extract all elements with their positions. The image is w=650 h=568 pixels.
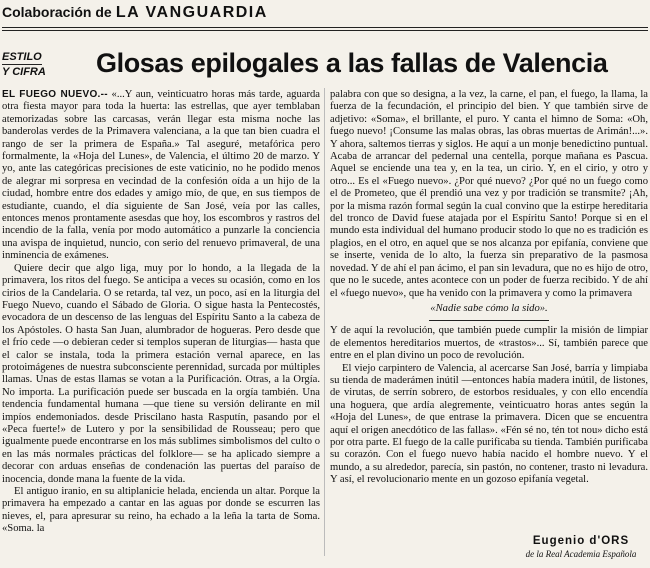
section-label-line1: ESTILO xyxy=(2,51,42,63)
author-affiliation: de la Real Academia Española xyxy=(525,549,637,559)
masthead xyxy=(2,4,648,28)
paragraph: Quiere decir que algo liga, muy por lo hondo, a la llegada de la primavera, los ritos del fuego. Se anticipa a veces su ocasión, como en los cirios de la Candelaria. O se retarda, tal vez, un poco, así en la liturgia del Fuego Nuevo, cuando el Sábado de Gloria. O sigue hasta la Pentecostés, evocadora de un descenso de las lenguas del Espíritu Santo a la cabeza de los Apóstoles. O hasta San Juan, alumbrador de hogueras. Pero desde que el frío cede —o debieran ceder si templos superan de liturgias— hasta que el calor se instala, toda la primera estación vernal aparece, en las protoimágenes de nuestra subconsciente perennidad, surcada por múltiples llamas. Unas de estas llamas se votan a la Purificación. Otras, a la Orgía. No importa. La purificación puede ser buscada en la orgía también. Una tendencia fundamental humana —que tiene su versión delirante en mil impíos endemoniados. desde Priscilano hasta Rasputín, pasando por el «Peca fuerte!» de Lutero y por la sensibilidad de Rousseau; pero que igualmente puede encontrarse en los más sublimes simbolismos del culto o en las más normales prácticas del folklore— se ha aplicado siempre a decorar con arduas enseñas de condenación las puertas del paraíso de inocencia, donde mana la fuente de la vida. xyxy=(2,262,320,485)
paragraph: palabra con que so designa, a la vez, la carne, el pan, el fuego, la llama, la fuerza de la fecundación, el principio del bien. Y que también sirve de adjetivo: «Soma», el brillante, el puro. Y canta el himno de Soma: «Oh, fuego nuevo! ¡Consume las malas obras, las obras muertas de Arimán!...». Y ahora, saltemos tierras y siglos. He aquí a un monje benedictino puntual. Acaba de arrancar del pedernal una centella, porque mañana es Pascua. Aquel se enciende una tea y, en la tea, un cirio. Y, en el cirio, y otro y otro... Es el «Fuego nuevo». ¿Por qué nuevo? ¿Por qué no un fuego como el de Prometeo, que él prendió una vez y por tradición se transmite? ¡Ah, por la misma razón formal según la cual convino que la estirpe hereditaria del tronco de David fuese atajada por el Espíritu Santo! Porque si en el mundo esta individual del humano producir stodo lo que no es tradición es plagios, en el otro, en aquel que se nos alcanza por epifanía, conviene que se inserte, venida de lo alto, la fuerza sin preparativo de la pasmosa novedad. Y de ahí el pan ácimo, el pan sin levadura, que no es hijo de otro, que no le sucede, antes acontece con un poder de fuerza recibido. Y de ahí el «fuego nuevo», que ha venido con la primavera y como la primavera xyxy=(330,89,648,299)
masthead-collab: Colaboración de xyxy=(2,4,112,20)
column-separator xyxy=(324,88,325,556)
paragraph: EL FUEGO NUEVO.-- «...Y aun, veinticuatro horas más tarde, aguarda otra fiesta mayor para toda la huerta: las estrellas, que ayer temblaban atemorizadas sobre las carcasas, verán llegar esta misma noche las banderolas verdes de la Primavera valenciana, a la que tan bien cuadra el rango de ser la primera de España.» Tal aseguré, metafórica pero formalmente, la «Hoja del Lunes», de Valencia, el último 20 de marzo. Y yo, ante las categóricas precisiones de este vaticinio, no he podido menos de alegrar mi sorpresa en vecindad de la confesión oída a un hijo de la ciudad, hombre entre dos edades y amigo mío, de que, en sus tiempos de estudiante, cuando, el día siguiente de San José, veía por las calles, entonces menos prontamente asesdas que hoy, los escombros y rastros del incendio de la falla, venía por modo automático a punzarle la conciencia una avispa de inquietud, nuncio, con serio del renuevo primaveral, de una inminencia de exámenes. xyxy=(2,89,321,262)
author-signature xyxy=(516,535,646,561)
section-label-line2: Y CIFRA xyxy=(2,66,46,78)
section-label xyxy=(2,50,60,79)
author-name: Eugenio d'ORS xyxy=(532,535,630,547)
right-column xyxy=(330,89,648,487)
lead-in: EL FUEGO NUEVO.-- xyxy=(2,89,108,100)
article-title: Glosas epilogales a las fallas de Valencia xyxy=(96,48,608,78)
masthead-paper: LA VANGUARDIA xyxy=(115,4,268,21)
left-column xyxy=(2,89,320,536)
pull-quote: «Nadie sabe cómo la sido». xyxy=(430,302,548,314)
header-rule xyxy=(2,27,648,28)
divider xyxy=(429,320,549,321)
paragraph: El viejo carpintero de Valencia, al acercarse San José, barría y limpiaba su tienda de maderámen inútil —entonces había madera inútil, de listones, de virutas, de serrín sobrero, de estorbos residuales, y con ello encendía una hoguera, que ardía alegremente, veinticuatro horas antes según la «Hoja del Lunes», de que entrase la primavera. Dicen que se encuentra aquí el origen anecdótico de las fallas». «Fén sé no, tén tot nou» dicho está por otra parte. El fuego de la calle purificaba su tienda. También purificaba su corazón. Con el fuego nuevo había nacido el hombre nuevo. Y el mundo, a su alrededor, parecía, sin pastón, no contener, trasto ni levadura. Y así, el revolucionario mente en un gozoso epifanía vegetal. xyxy=(330,362,648,486)
header-rule-2 xyxy=(2,30,648,31)
paragraph: Y de aquí la revolución, que también puede cumplir la misión de limpiar de elementos hereditarios muertos, de «trastos»... Sí, también parece que entre en el plan divino un poco de revolución. xyxy=(330,325,648,362)
paragraph: El antiguo iranio, en su altiplanicie helada, encienda un altar. Porque la primavera ha empezado a cantar en las aguas por donde se escurren las nieves, el, para apresurar su reino, ha echado a la leña la tarta de Soma. «Soma. la xyxy=(2,486,320,535)
